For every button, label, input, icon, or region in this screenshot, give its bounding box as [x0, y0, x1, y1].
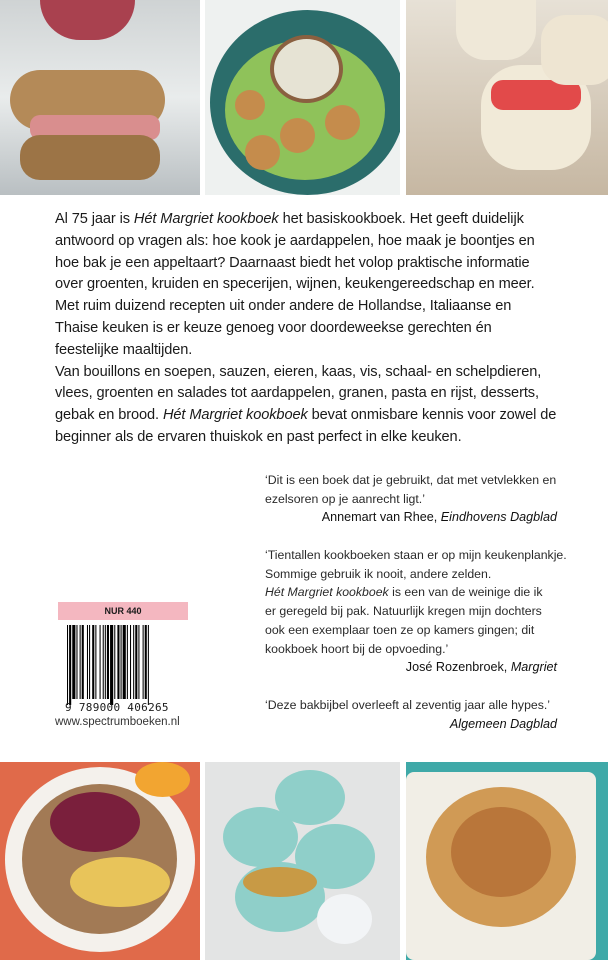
photo-yogurt-jars — [406, 0, 608, 195]
barcode-bar — [67, 625, 68, 705]
text-segment: ook een exemplaar toen ze op kamers gingen; dit — [265, 622, 535, 637]
text-line — [265, 640, 557, 659]
text-segment: kookboek hoort bij de opvoeding.’ — [265, 641, 449, 656]
photo-sandwich — [0, 0, 200, 195]
barcode-bar — [127, 625, 128, 699]
barcode-bar — [121, 625, 122, 699]
barcode-bar — [76, 625, 77, 699]
text-line — [265, 471, 557, 490]
text-segment: Al 75 jaar is — [55, 211, 134, 227]
barcode-bar — [143, 625, 144, 699]
barcode-bar — [82, 625, 84, 699]
photo-meatballs — [205, 0, 400, 195]
text-line — [265, 621, 557, 640]
barcode-bar — [100, 625, 101, 699]
barcode-bar — [117, 625, 119, 699]
text-line — [55, 383, 600, 405]
text-line — [265, 583, 557, 602]
text-segment: ‘Dit is een boek dat je gebruikt, dat met vetvlekken en — [265, 473, 557, 487]
nur-code-label: NUR 440 — [58, 602, 188, 620]
barcode-bar — [80, 625, 81, 699]
barcode-bar — [148, 625, 149, 705]
quote-attribution — [265, 658, 557, 677]
text-segment: Met ruim duizend recepten uit onder andere de Hollandse, Italiaanse en — [55, 298, 512, 315]
barcode-bar — [145, 625, 147, 699]
book-title-italic: Hét Margriet kookboek — [265, 585, 389, 600]
text-segment: ‘Deze bakbijbel overleeft al zeventig jaar alle hypes.’ — [265, 698, 551, 712]
quote-source: Margriet — [510, 660, 557, 675]
book-title-italic: Hét Margriet kookboek — [133, 211, 279, 227]
barcode-bar — [110, 625, 113, 705]
text-line — [265, 546, 567, 565]
barcode-bar — [130, 625, 131, 699]
review-quote-2 — [265, 546, 567, 677]
barcode-bar — [105, 625, 106, 699]
barcode-bar — [72, 625, 75, 699]
text-segment: ‘Tientallen kookboeken staan er op mijn keukenplankje. — [265, 548, 567, 562]
review-quote-3 — [265, 696, 557, 733]
text-segment: feestelijke maaltijden. — [55, 341, 193, 358]
text-segment: antwoord op vragen als: hoe kook je aardappelen, hoe maak je boontjes en — [55, 232, 535, 249]
text-segment: Thaise keuken is er keuze genoeg voor doordeweekse gerechten én — [55, 319, 492, 336]
text-segment: hoe bak je een appeltaart? Daarnaast biedt het volop praktische informatie — [55, 254, 530, 271]
quote-source: Algemeen Dagblad — [449, 716, 557, 731]
review-quote-1 — [265, 471, 557, 527]
publisher-website-link[interactable]: www.spectrumboeken.nl — [55, 716, 180, 728]
text-segment: beginner als de ervaren thuiskok en past perfect in elke keuken. — [55, 428, 462, 445]
text-segment: gebak en brood. — [55, 407, 163, 424]
text-line — [265, 696, 557, 715]
isbn-number: 9 789000 406265 — [65, 701, 169, 714]
text-line — [55, 209, 600, 231]
barcode-bar — [138, 625, 139, 699]
text-segment: het basiskookboek. Het geeft duidelijk — [278, 211, 524, 227]
text-line — [55, 231, 600, 253]
quote-author: Annemart van Rhee, — [321, 510, 441, 525]
text-line — [55, 340, 600, 362]
quote-author: José Rozenbroek, — [405, 660, 511, 675]
text-line — [55, 318, 600, 340]
book-title-italic: Hét Margriet kookboek — [162, 407, 308, 424]
text-line — [55, 253, 600, 275]
photo-pastry-galette — [406, 762, 608, 960]
barcode-bar — [103, 625, 104, 699]
barcode-bar — [89, 625, 90, 699]
quote-source: Eindhovens Dagblad — [440, 510, 557, 525]
text-segment: vlees, groenten en salades tot aardappelen, granen, pasta en rijst, desserts, — [55, 385, 539, 402]
text-line — [265, 565, 557, 584]
quote-attribution — [265, 508, 557, 527]
photo-soup-bowls — [205, 762, 400, 960]
text-segment: is een van de weinige die ik — [388, 585, 543, 600]
text-segment: er geregeld bij pak. Natuurlijk kregen mijn dochters — [265, 604, 542, 619]
barcode-bar — [135, 625, 137, 699]
intro-paragraph — [55, 209, 600, 449]
text-line — [55, 362, 600, 384]
text-line — [55, 274, 600, 296]
text-line — [265, 602, 557, 621]
barcode-bar — [107, 625, 109, 699]
text-segment: Sommige gebruik ik nooit, andere zelden. — [265, 566, 492, 581]
text-segment: ezelsoren op je aanrecht ligt.’ — [265, 491, 425, 506]
text-segment: Van bouillons en soepen, sauzen, eieren, kaas, vis, schaal- en schelpdieren, — [55, 363, 542, 380]
barcode-bar — [69, 625, 71, 705]
text-line — [55, 405, 600, 427]
text-segment: bevat onmisbare kennis voor zowel de — [307, 407, 557, 424]
barcode-bar — [114, 625, 115, 699]
barcode-bar — [123, 625, 126, 699]
isbn-barcode — [67, 625, 182, 705]
quote-attribution — [265, 715, 557, 734]
text-line — [55, 296, 600, 318]
barcode-bar — [95, 625, 96, 699]
text-line — [55, 427, 600, 449]
barcode-bar — [133, 625, 134, 699]
text-segment: over groenten, kruiden en specerijen, wijnen, keukengereedschap en meer. — [55, 276, 535, 293]
text-line — [265, 490, 557, 509]
photo-salad-bowl — [0, 762, 200, 960]
barcode-bar — [87, 625, 88, 699]
barcode-bar — [92, 625, 94, 699]
